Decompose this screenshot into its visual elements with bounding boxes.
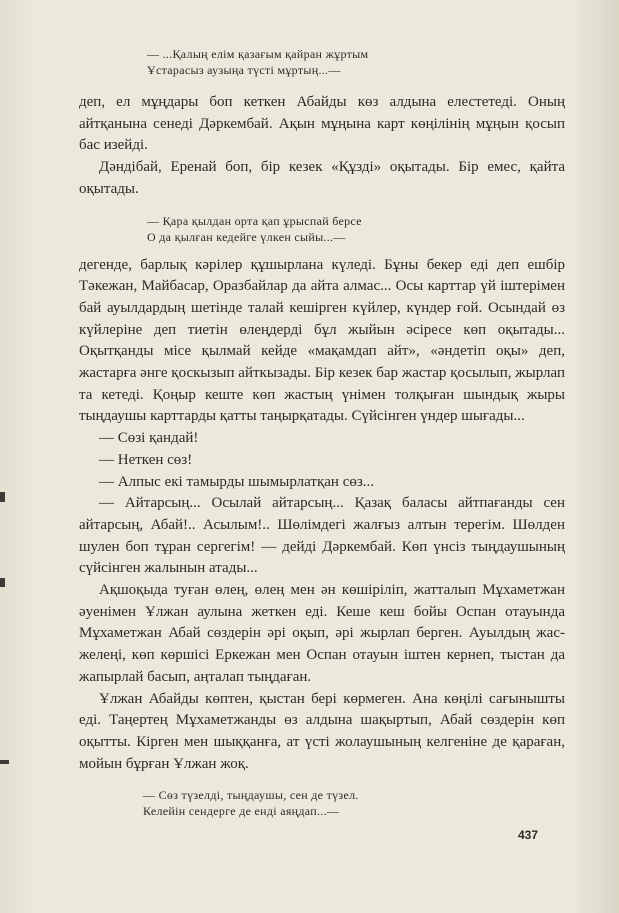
page-edge-mark xyxy=(0,760,9,764)
verse-quote xyxy=(147,46,565,78)
dialog-line: — Неткен сөз! xyxy=(99,451,193,468)
paragraph: Дәндібай, Еренай боп, бір кезек «Құзді» оқытады. Бір емес, қайта оқытады. xyxy=(79,159,565,197)
page-edge-mark xyxy=(0,578,5,587)
verse-quote xyxy=(147,213,565,245)
paragraph: деп, ел мұңдары боп кеткен Абайды көз алдына елестетеді. Оның айтқанына сенеді Дәркембай. Ақын мұңына карт көңілінің мұңын қосып бас изейді. xyxy=(79,94,565,154)
paragraph: — Айтарсың... Осылай айтарсың... Қазақ баласы айтпағанды сен айтарсың, Абай!.. Асылым!.. Шөлімдегі жалғыз алтын терегім. Шөлден шулен боп тұран сергегім! — дейді Дәркембай. Көп үнсіз тыңдаушының сүйсінген жалынын атады... xyxy=(79,495,565,577)
dialog-line: — Алпыс екі тамырды шымырлатқан сөз... xyxy=(99,473,375,490)
paragraph: Ұлжан Абайды көптен, қыстан бері көрмеген. Ана көңілі сағынышты еді. Таңертең Мұхаметжанды өз алдына шақыртып, Абай сөздерін көп оқытты. Кірген мен шыққанға, ат үсті жолаушының келгеніне де қараған, мойын бұрған Ұлжан жоқ. xyxy=(79,690,565,772)
page-number: 437 xyxy=(518,828,539,842)
verse-line: — ...Қалың елім қазағым қайран жұртым xyxy=(147,47,369,61)
page-text xyxy=(79,46,565,819)
verse-line: О да қылған кедейге үлкен сыйы...— xyxy=(147,229,346,244)
verse-line: — Қара қылдан орта қап ұрыспай берсе xyxy=(147,213,362,228)
dialog-line: — Сөзі қандай! xyxy=(99,430,199,447)
paragraph: Ақшоқыда туған өлең, өлең мен ән көшіріліп, жатталып Мұхаметжан әуенімен Ұлжан аулына жеткен еді. Кеше кеш бойы Оспан отауында Мұхаметжан Абай сөздерін әрі оқып, әрі жырлап берген. Ауылдың жас-желеңі, көп көршісі Еркежан мен Оспан отауын іштен кернеп, тыстан да жапырлай басып, аңталап тыңдаған. xyxy=(79,582,565,685)
paragraph: дегенде, барлық кәрілер құшырлана күледі. Бұны бекер еді деп ешбір Тәкежан, Майбасар, Оразбайлар да айта алмас... Осы карттар үй іштерімен бай ауылдардың шетінде талай кешірген күйлер, күндер ғой. Осындай өз күйлеріне деп тиетін өлеңдерді бұл жыйын әсіресе көп оқытады... Оқытқанды мiсе қылмай кейде «мақамдап айт», «әндетіп оқы» деп, жастарға әнге қоскызып айткызады. Бір кезек бар жастар қосылып, жырлап та кетеді. Қоңыр кеште көп жастың үнімен толқыған шындық жыры тыңдаушы карттарды қатты таңырқатады. Сүйсінген үндер шығады... xyxy=(79,256,565,425)
verse-quote xyxy=(143,787,565,819)
verse-line: — Сөз түзелді, тыңдаушы, сен де түзел. xyxy=(143,788,359,803)
page-edge-mark xyxy=(0,492,5,502)
verse-line: Ұстарасыз аузыңа түсті мұртың...— xyxy=(147,63,341,77)
verse-line: Келейін сендерге де енді аяңдап...— xyxy=(143,804,340,819)
